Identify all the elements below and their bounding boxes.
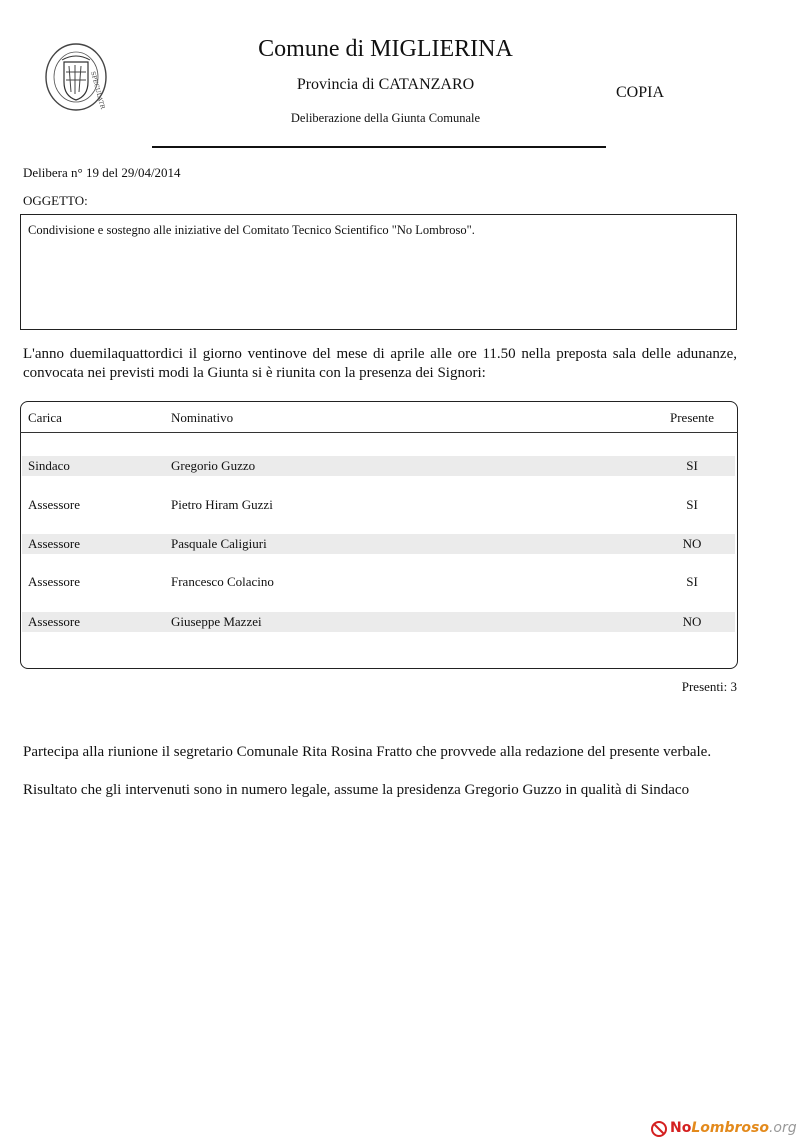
cell-presente: NO [682, 536, 702, 551]
table-row [22, 495, 735, 515]
cell-nominativo: Gregorio Guzzo [171, 458, 256, 473]
cell-presente: SI [686, 574, 698, 589]
table-header [28, 410, 728, 428]
cell-nominativo: Giuseppe Mazzei [171, 614, 262, 629]
header-presente: Presente [670, 410, 715, 425]
cell-carica: Sindaco [28, 458, 70, 473]
table-row [22, 456, 735, 476]
cell-presente: SI [686, 497, 698, 512]
cell-carica: Assessore [28, 497, 80, 512]
oggetto-box [20, 214, 737, 330]
watermark-suffix: .org [768, 1120, 797, 1136]
watermark-prefix: No [670, 1120, 692, 1136]
table-row [22, 572, 735, 592]
cell-presente: SI [686, 458, 698, 473]
table-row [22, 534, 735, 554]
svg-text:SPECULATR: SPECULATR [89, 70, 106, 110]
cell-nominativo: Pietro Hiram Guzzi [171, 497, 273, 512]
cell-nominativo: Francesco Colacino [171, 574, 274, 589]
table-header-divider [20, 432, 738, 433]
partecipa-paragraph: Partecipa alla riunione il segretario Comunale Rita Rosina Fratto che provvede alla redazione del presente verbale. [23, 744, 712, 760]
watermark-name: Lombroso [691, 1120, 769, 1136]
header-carica: Carica [28, 410, 62, 425]
no-sign-icon [651, 1121, 667, 1137]
oggetto-label: OGGETTO: [23, 193, 88, 208]
risultato-paragraph: Risultato che gli intervenuti sono in numero legale, assume la presidenza Gregorio Guzzo in qualità di Sindaco [23, 782, 690, 798]
nolombroso-watermark[interactable] [651, 1119, 797, 1141]
cell-carica: Assessore [28, 614, 80, 629]
watermark-text [670, 1120, 797, 1136]
oggetto-text: Condivisione e sostegno alle iniziative del Comitato Tecnico Scientifico "No Lombroso". [28, 223, 475, 237]
header-nominativo: Nominativo [171, 410, 234, 425]
table-row [22, 612, 735, 632]
copy-label: COPIA [616, 84, 665, 101]
header-divider [152, 146, 606, 148]
cell-nominativo: Pasquale Caligiuri [171, 536, 267, 551]
document-subtitle: Deliberazione della Giunta Comunale [290, 111, 481, 125]
delibera-number: Delibera n° 19 del 29/04/2014 [23, 165, 181, 180]
cell-carica: Assessore [28, 574, 80, 589]
page-title: Comune di MIGLIERINA [258, 36, 513, 62]
cell-presente: NO [682, 614, 702, 629]
intro-paragraph: L'anno duemilaquattordici il giorno ventinove del mese di aprile alle ore 11.50 nella preposta sala delle adunanze, convocata nei previsti modi la Giunta si è riunita con la presenza dei Signori: [23, 346, 737, 381]
presenti-count: Presenti: 3 [681, 679, 737, 694]
province-name: Provincia di CATANZARO [296, 76, 475, 93]
cell-carica: Assessore [28, 536, 80, 551]
